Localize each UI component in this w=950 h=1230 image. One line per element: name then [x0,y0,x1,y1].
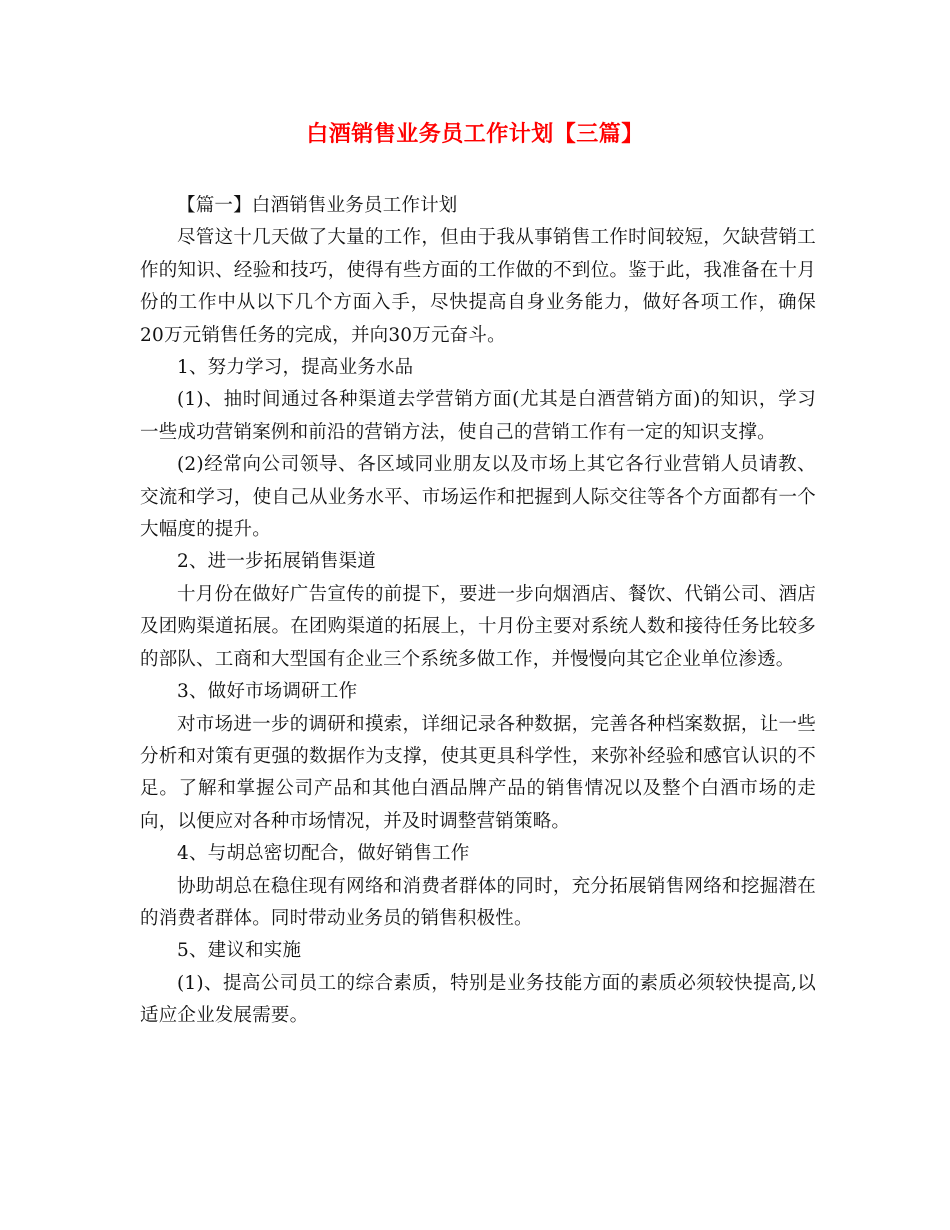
paragraph-section-heading: 【篇一】白酒销售业务员工作计划 [177,195,458,216]
paragraph-item-5-1: (1)、提高公司员工的综合素质，特别是业务技能方面的素质必须较快提高,以适应企业发展需要。 [140,972,816,1027]
paragraph-item-1-heading: 1、努力学习，提高业务水品 [177,357,414,379]
paragraph-item-5-heading: 5、建议和实施 [177,940,302,962]
paragraph-item-2-heading: 2、进一步拓展销售渠道 [177,551,376,573]
document-body [140,190,816,1033]
paragraph-intro: 尽管这十几天做了大量的工作，但由于我从事销售工作时间较短，欠缺营销工作的知识、经验和技巧，使得有些方面的工作做的不到位。鉴于此，我准备在十月份的工作中从以下几个方面入手，尽快提高自身业务能力，做好各项工作，确保20万元销售任务的完成，并向30万元奋斗。 [140,227,816,346]
paragraph-item-2-body: 十月份在做好广告宣传的前提下，要进一步向烟酒店、餐饮、代销公司、酒店及团购渠道拓展。在团购渠道的拓展上，十月份主要对系统人数和接待任务比较多的部队、工商和大型国有企业三个系统多做工作，并慢慢向其它企业单位渗透。 [140,583,816,670]
paragraph-item-4-heading: 4、与胡总密切配合，做好销售工作 [177,843,470,865]
paragraph-item-1-1: (1)、抽时间通过各种渠道去学营销方面(尤其是白酒营销方面)的知识，学习一些成功营销案例和前沿的营销方法，使自己的营销工作有一定的知识支撑。 [140,389,816,443]
paragraph-item-3-heading: 3、做好市场调研工作 [177,681,358,703]
paragraph-item-4-body: 协助胡总在稳住现有网络和消费者群体的同时，充分拓展销售网络和挖掘潜在的消费者群体。同时带动业务员的销售积极性。 [140,875,816,929]
paragraph-item-3-body: 对市场进一步的调研和摸索，详细记录各种数据，完善各种档案数据，让一些分析和对策有更强的数据作为支撑，使其更具科学性，来弥补经验和感官认识的不足。了解和掌握公司产品和其他白酒品牌产品的销售情况以及整个白酒市场的走向，以便应对各种市场情况，并及时调整营销策略。 [140,713,816,832]
paragraph-item-1-2: (2)经常向公司领导、各区域同业朋友以及市场上其它各行业营销人员请教、交流和学习，使自己从业务水平、市场运作和把握到人际交往等各个方面都有一个大幅度的提升。 [140,454,816,541]
document-title: 白酒销售业务员工作计划【三篇】 [306,121,644,147]
